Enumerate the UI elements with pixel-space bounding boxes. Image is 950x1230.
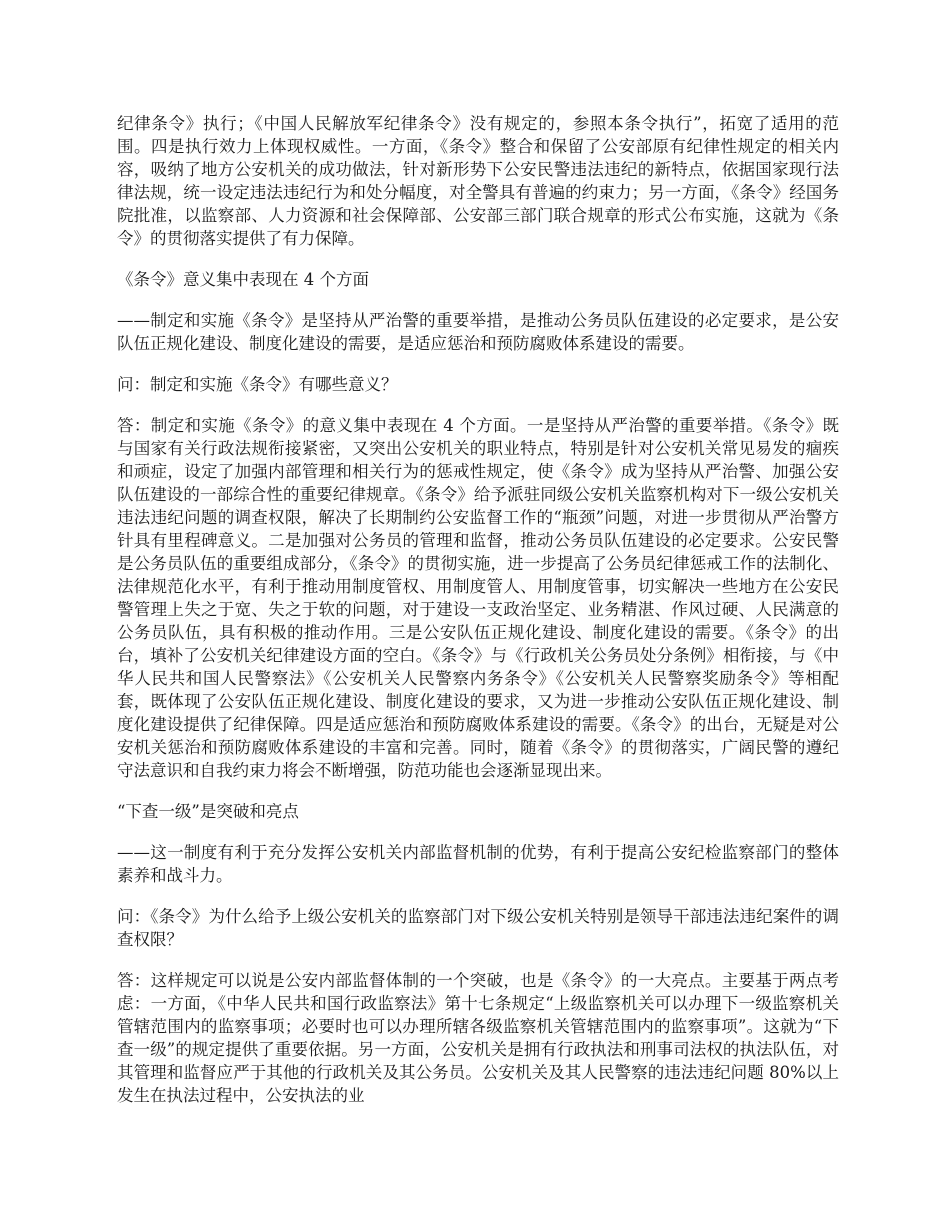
paragraph-continuation: 纪律条令》执行；《中国人民解放军纪律条令》没有规定的，参照本条令执行”，拓宽了适用的范围。四是执行效力上体现权威性。一方面，《条令》整合和保留了公安部原有纪律性规定的相关内容，吸纳了地方公安机关的成功做法，针对新形势下公安民警违法违纪的新特点，依据国家现行法律法规，统一设定违法违纪行为和处分幅度，对全警具有普遍的约束力；另一方面，《条令》经国务院批准，以监察部、人力资源和社会保障部、公安部三部门联合规章的形式公布实施，这就为《条令》的贯彻落实提供了有力保障。 xyxy=(117,114,839,248)
answer-investigation-authority: 答：这样规定可以说是公安内部监督体制的一个突破，也是《条令》的一大亮点。主要基于两点考虑：一方面，《中华人民共和国行政监察法》第十七条规定“上级监察机关可以办理下一级监察机关管辖范围内的监察事项；必要时也可以办理所辖各级监察机关管辖范围内的监察事项”。这就为“下查一级”的规定提供了重要依据。另一方面，公安机关是拥有行政执法和刑事司法权的执法队伍，对其管理和监督应严于其他的行政机关及其公务员。公安机关及其人民警察的违法违纪问题 80%以上发生在执法过程中，公安执法的业 xyxy=(117,971,839,1105)
section-summary-breakthrough: ——这一制度有利于充分发挥公安机关内部监督机制的优势，有利于提高公安纪检监察部门的整体素养和战斗力。 xyxy=(117,843,839,885)
question-investigation-authority: 问：《条令》为什么给予上级公安机关的监察部门对下级公安机关特别是领导干部违法违纪案件的调查权限？ xyxy=(117,907,839,949)
answer-significance: 答：制定和实施《条令》的意义集中表现在 4 个方面。一是坚持从严治警的重要举措。《条令》既与国家有关行政法规衔接紧密，又突出公安机关的职业特点，特别是针对公安机关常见易发的痼疾和顽症，设定了加强内部管理和相关行为的惩戒性规定，使《条令》成为坚持从严治警、加强公安队伍建设的一部综合性的重要纪律规章。《条令》给予派驻同级公安机关监察机构对下一级公安机关违法违纪问题的调查权限，解决了长期制约公安监督工作的“瓶颈”问题，对进一步贯彻从严治警方针具有里程碑意义。二是加强对公务员的管理和监督，推动公务员队伍建设的必定要求。公安民警是公务员队伍的重要组成部分，《条令》的贯彻实施，进一步提高了公务员纪律惩戒工作的法制化、法律规范化水平，有利于推动用制度管权、用制度管人、用制度管事，切实解决一些地方在公安民警管理上失之于宽、失之于软的问题，对于建设一支政治坚定、业务精湛、作风过硬、人民满意的公务员队伍，具有积极的推动作用。三是公安队伍正规化建设、制度化建设的需要。《条令》的出台，填补了公安机关纪律建设方面的空白。《条令》与《行政机关公务员处分条例》相衔接，与《中华人民共和国人民警察法》《公安机关人民警察内务条令》《公安机关人民警察奖励条令》等相配套，既体现了公安队伍正规化建设、制度化建设的要求，又为进一步推动公安队伍正规化建设、制度化建设提供了纪律保障。四是适应惩治和预防腐败体系建设的需要。《条令》的出台，无疑是对公安机关惩治和预防腐败体系建设的丰富和完善。同时，随着《条令》的贯彻落实，广阔民警的遵纪守法意识和自我约束力将会不断增强，防范功能也会逐渐显现出来。 xyxy=(117,416,839,780)
document-body xyxy=(117,112,839,1125)
section-heading-significance: 《条令》意义集中表现在 4 个方面 xyxy=(117,270,369,289)
section-summary-significance: ——制定和实施《条令》是坚持从严治警的重要举措，是推动公务员队伍建设的必定要求，是公安队伍正规化建设、制度化建设的需要，是适应惩治和预防腐败体系建设的需要。 xyxy=(117,311,839,353)
question-significance: 问：制定和实施《条令》有哪些意义？ xyxy=(117,375,398,394)
section-heading-breakthrough: “下查一级”是突破和亮点 xyxy=(117,802,299,821)
